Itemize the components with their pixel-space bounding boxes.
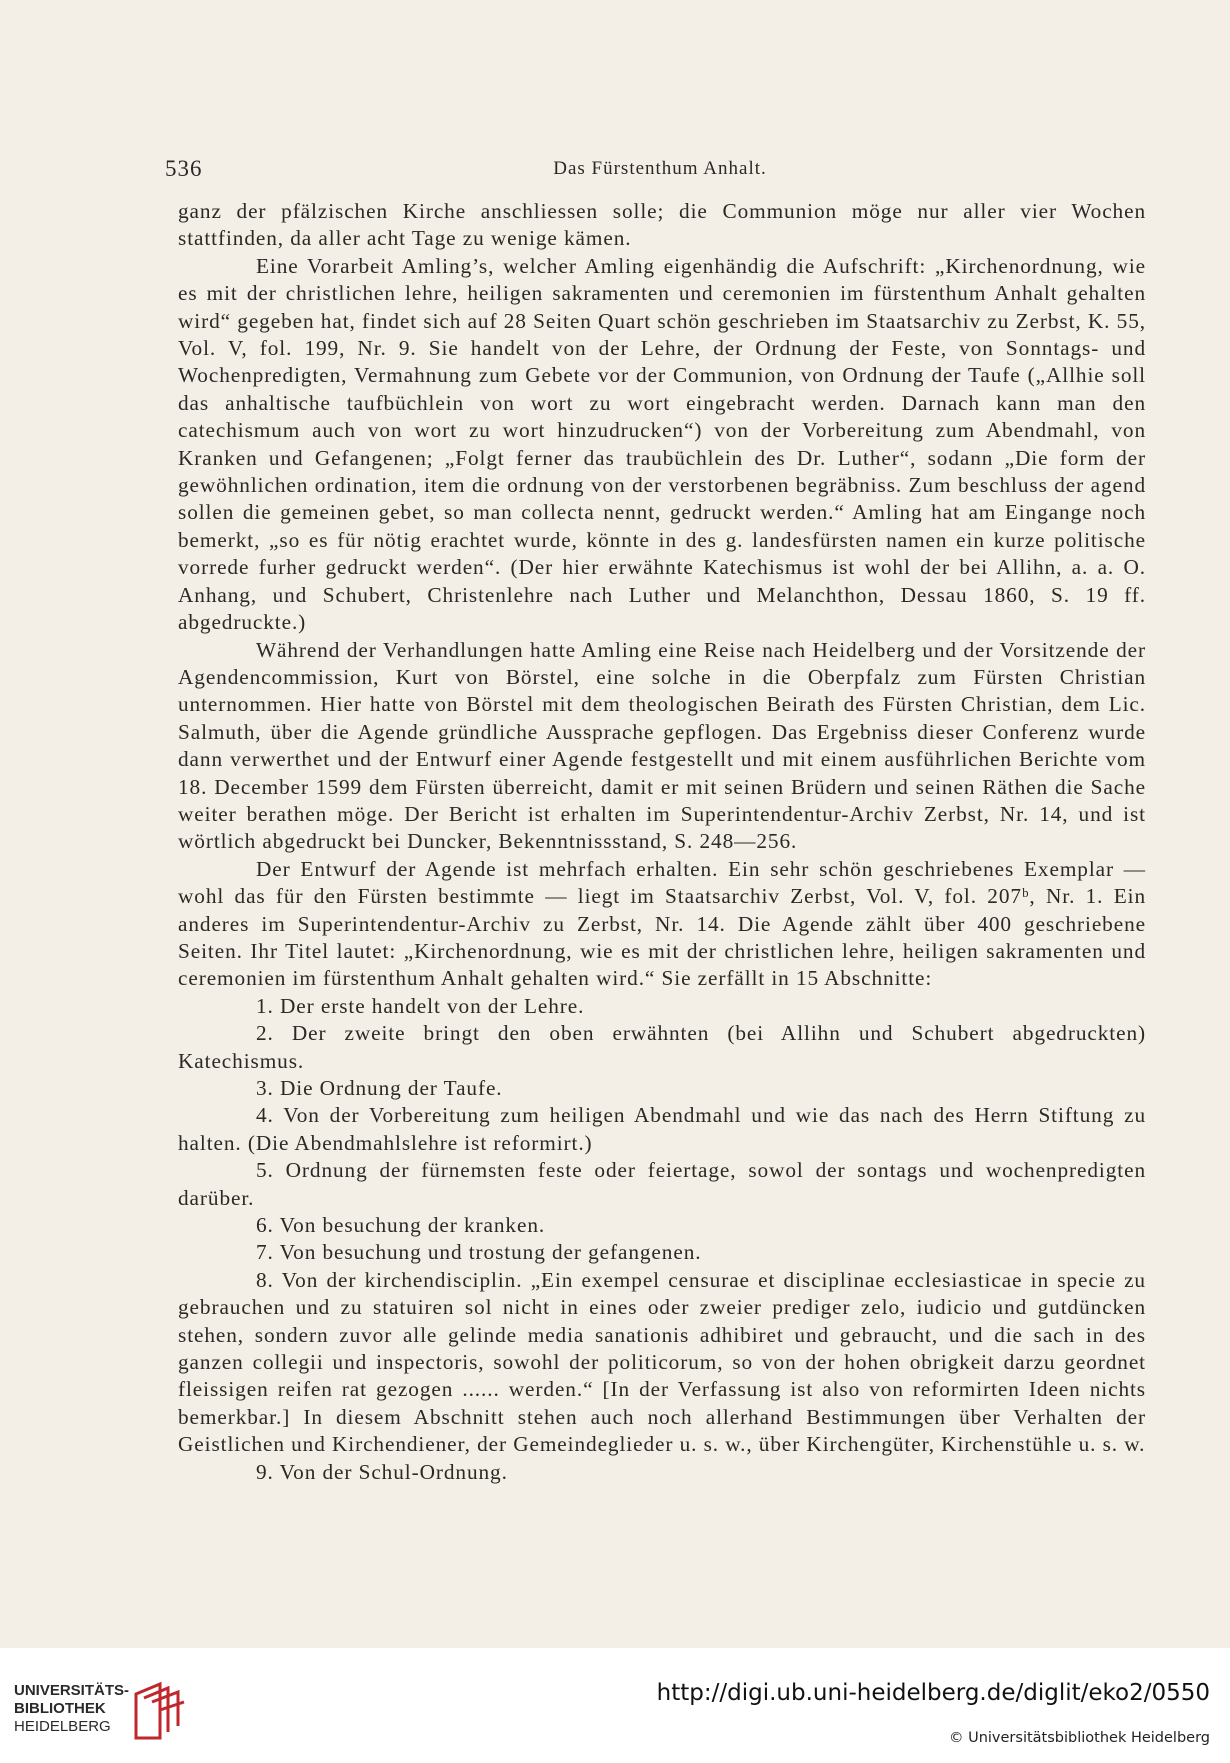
body-paragraph: 3. Die Ordnung der Taufe. (256, 1076, 503, 1100)
body-paragraph: Während der Verhandlungen hatte Amling eine Reise nach Heidelberg und der Vorsitzende der Agendencommission, Kurt von Börstel, eine solche in die Oberpfalz zum Fürsten Christian unternommen. Hier hatte von Börstel mit dem theologischen Beirath des Fürsten Christian, dem Lic. Salmuth, über die Agende gründliche Aussprache gepflogen. Das Ergebniss dieser Conferenz wurde dann verwerthet und der Entwurf einer Agende festgestellt und mit einem ausführlichen Berichte vom 18. December 1599 dem Fürsten überreicht, damit er mit seinen Brüdern und seinen Räthen die Sache weiter berathen möge. Der Bericht ist erhalten im Superintendentur-Archiv Zerbst, Nr. 14, und ist wörtlich abgedruckt bei Duncker, Bekenntnissstand, S. 248—256. (178, 637, 1146, 854)
page-header (165, 150, 1155, 184)
permalink-link[interactable]: http://digi.ub.uni-heidelberg.de/diglit/eko2/0550 (656, 1680, 1210, 1706)
body-paragraph: 7. Von besuchung und trostung der gefangenen. (256, 1240, 702, 1265)
body-paragraph: 9. Von der Schul-Ordnung. (256, 1459, 508, 1484)
body-paragraph: ganz der pfälzischen Kirche anschliessen solle; die Communion möge nur aller vier Wochen stattfinden, da aller acht Tage zu wenige kämen. (178, 199, 1146, 251)
body-text (178, 198, 1146, 1486)
body-paragraph: Eine Vorarbeit Amling’s, welcher Amling eigenhändig die Aufschrift: „Kirchenordnung, wie es mit der christlichen lehre, heiligen sakramenten und ceremonien im fürstenthum Anhalt gehalten wird“ gegeben hat, findet sich auf 28 Seiten Quart schön geschrieben im Staatsarchiv zu Zerbst, K. 55, Vol. V, fol. 199, Nr. 9. Sie handelt von der Lehre, der Ordnung der Feste, von Sonntags- und Wochenpredigten, Vermahnung zum Gebete vor der Communion, von Ordnung der Taufe („Allhie soll das anhaltische taufbüchlein von wort zu wort eingebracht werden. Darnach kann man den catechismum auch von wort zu wort hinzudrucken“) von der Vorbereitung zum Abendmahl, von Kranken und Gefangenen; „Folgt ferner das traubüchlein des Dr. Luther“, sodann „Die form der gewöhnlichen ordination, item die ordnung von der verstorbenen begräbniss. Zum beschluss der agend sollen die gemeinen gebet, so man collecta nennt, gedruckt werden.“ Amling hat am Eingange noch bemerkt, „so es für nötig erachtet wurde, könnte in des g. landesfürsten namen ein kurze politische vorrede furher gedruckt werden“. (Der hier erwähnte Katechismus ist wohl der bei Allihn, a. a. O. Anhang, und Schubert, Christenlehre nach Luther und Melanchthon, Dessau 1860, S. 19 ff. abgedruckte.) (178, 253, 1146, 635)
body-paragraph: 2. Der zweite bringt den oben erwähnten (bei Allihn und Schubert abgedruckten) Katechismus. (178, 1021, 1146, 1073)
body-paragraph: 6. Von besuchung der kranken. (256, 1213, 546, 1238)
logo-line-1: UNIVERSITÄTS- (14, 1682, 130, 1699)
copyright-notice: © Universitätsbibliothek Heidelberg (948, 1730, 1210, 1746)
running-title: Das Fürstenthum Anhalt. (553, 158, 767, 179)
viewer-footer (0, 1648, 1230, 1763)
library-logo[interactable] (14, 1682, 184, 1742)
library-emblem-icon (126, 1680, 190, 1742)
body-paragraph: 1. Der erste handelt von der Lehre. (256, 993, 585, 1018)
body-paragraph: 8. Von der kirchendisciplin. „Ein exempel censurae et disciplinae ecclesiasticae in specie zu gebrauchen und zu statuiren sol nicht in eines oder zweier prediger zelo, iudicio und gutdüncken stehen, sondern zuvor alle gelinde media sanationis adhibiret und gebraucht, und die sach in des ganzen collegii und inspectoris, sowohl der politicorum, so von der hohen obrigkeit darzu geordnet fleissigen reifen rat gezogen ...... werden.“ [In der Verfassung ist also von reformirten Ideen nichts bemerkbar.] In diesem Abschnitt stehen auch noch allerhand Bestimmungen über Verhalten der Geistlichen und Kirchendiener, der Gemeindeglieder u. s. w., über Kirchengüter, Kirchenstühle u. s. w. (178, 1267, 1146, 1457)
logo-line-3: HEIDELBERG (14, 1718, 111, 1735)
body-paragraph: Der Entwurf der Agende ist mehrfach erhalten. Ein sehr schön geschriebenes Exemplar — wohl das für den Fürsten bestimmte — liegt im Staatsarchiv Zerbst, Vol. V, fol. 207ᵇ, Nr. 1. Ein anderes im Superintendentur-Archiv zu Zerbst, Nr. 14. Die Agende zählt über 400 geschriebene Seiten. Ihr Titel lautet: „Kirchenordnung, wie es mit der christlichen lehre, heiligen sakramenten und ceremonien im fürstenthum Anhalt gehalten wird.“ Sie zerfällt in 15 Abschnitte: (178, 856, 1146, 991)
page-number: 536 (165, 156, 203, 181)
logo-wordmark (14, 1682, 129, 1736)
logo-line-2: BIBLIOTHEK (14, 1700, 106, 1717)
body-paragraph: 4. Von der Vorbereitung zum heiligen Abendmahl und wie das nach des Herrn Stiftung zu halten. (Die Abendmahlslehre ist reformirt.) (178, 1103, 1146, 1155)
body-paragraph: 5. Ordnung der fürnemsten feste oder feiertage, sowol der sontags und wochenpredigten darüber. (178, 1158, 1146, 1210)
